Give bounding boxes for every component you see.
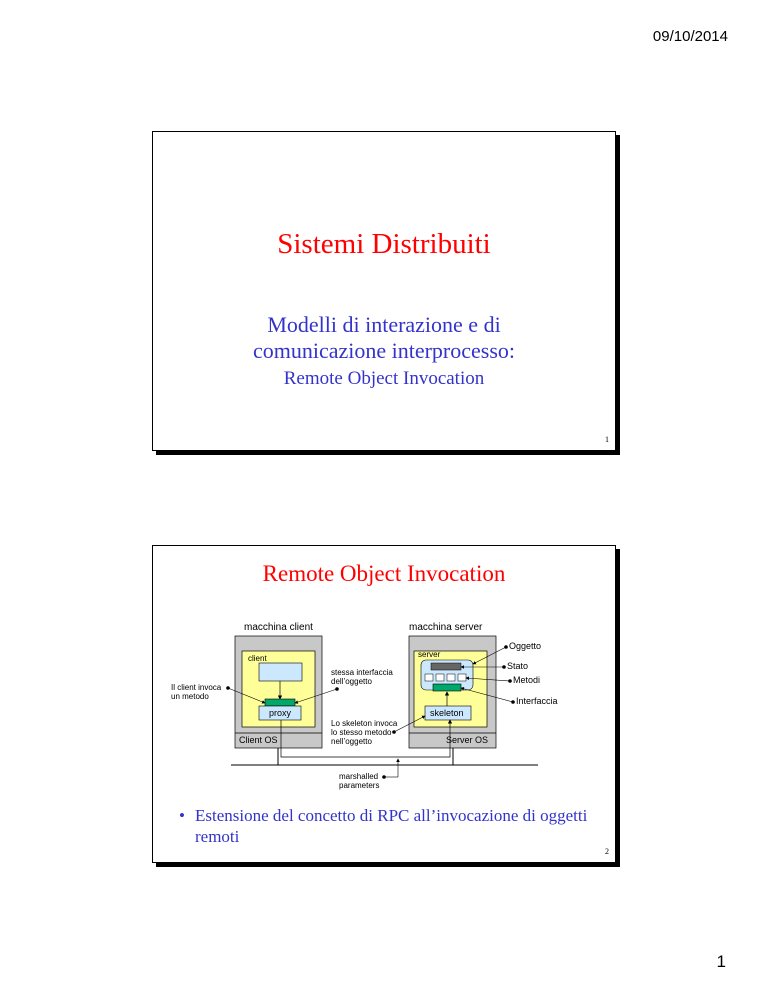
methods-label: Metodi — [513, 675, 541, 685]
skeleton-invokes-line-3: nell’oggetto — [331, 737, 372, 746]
object-label: Oggetto — [509, 641, 542, 651]
client-object-box — [259, 663, 302, 681]
slide-1-subtitle — [153, 312, 615, 364]
skeleton-invokes-line-2: lo stesso metodo — [331, 728, 392, 737]
slide-1-subtitle-line-2: comunicazione interprocesso: — [252, 338, 516, 363]
slide-1-number: 1 — [605, 435, 609, 444]
client-machine-label: macchina client — [244, 622, 313, 633]
same-interface-label — [331, 668, 393, 686]
client-label: client — [248, 654, 267, 663]
slide-2-bullet-text: Estensione del concetto di RPC all’invocazione di oggetti remoti — [195, 806, 588, 846]
slide-1 — [152, 131, 616, 451]
method-box-3 — [447, 674, 455, 681]
server-interface-box — [433, 684, 461, 691]
marshalled-line-1: marshalled — [339, 772, 379, 781]
bullet-dot-icon: • — [179, 806, 185, 825]
skeleton-invokes-line-1: Lo skeleton invoca — [331, 719, 398, 728]
state-label: Stato — [507, 661, 529, 671]
client-interface-box — [265, 699, 295, 706]
marshalled-label — [339, 772, 379, 790]
method-box-4 — [458, 674, 466, 681]
marshalled-line-2: parameters — [339, 781, 380, 790]
client-invokes-label — [171, 683, 221, 701]
slide-1-subtitle-line-1: Modelli di interazione e di — [267, 312, 501, 337]
client-invokes-line-1: Il client invoca — [171, 683, 222, 692]
method-box-1 — [425, 674, 433, 681]
slide-2-title: Remote Object Invocation — [262, 561, 506, 586]
server-os-label: Server OS — [446, 735, 489, 745]
slide-1-subtitle-line-3: Remote Object Invocation — [283, 368, 485, 389]
slide-2 — [152, 545, 616, 863]
interface-label: Interfaccia — [516, 696, 558, 706]
header-date: 09/10/2014 — [652, 28, 728, 45]
slide-1-title: Sistemi Distribuiti — [277, 228, 491, 260]
same-interface-line-2: dell’oggetto — [331, 677, 372, 686]
page-number: 1 — [716, 952, 726, 971]
server-machine-label: macchina server — [409, 622, 483, 633]
slide-2-number: 2 — [605, 847, 609, 856]
server-label: server — [418, 650, 441, 659]
skeleton-label: skeleton — [430, 708, 464, 718]
state-box — [431, 663, 461, 670]
client-invokes-line-2: un metodo — [171, 692, 209, 701]
proxy-label: proxy — [269, 708, 292, 718]
slide-2-bullet — [179, 805, 599, 847]
skeleton-invokes-label — [331, 719, 397, 746]
client-os-label: Client OS — [239, 735, 278, 745]
method-box-2 — [436, 674, 444, 681]
same-interface-line-1: stessa interfaccia — [331, 668, 393, 677]
